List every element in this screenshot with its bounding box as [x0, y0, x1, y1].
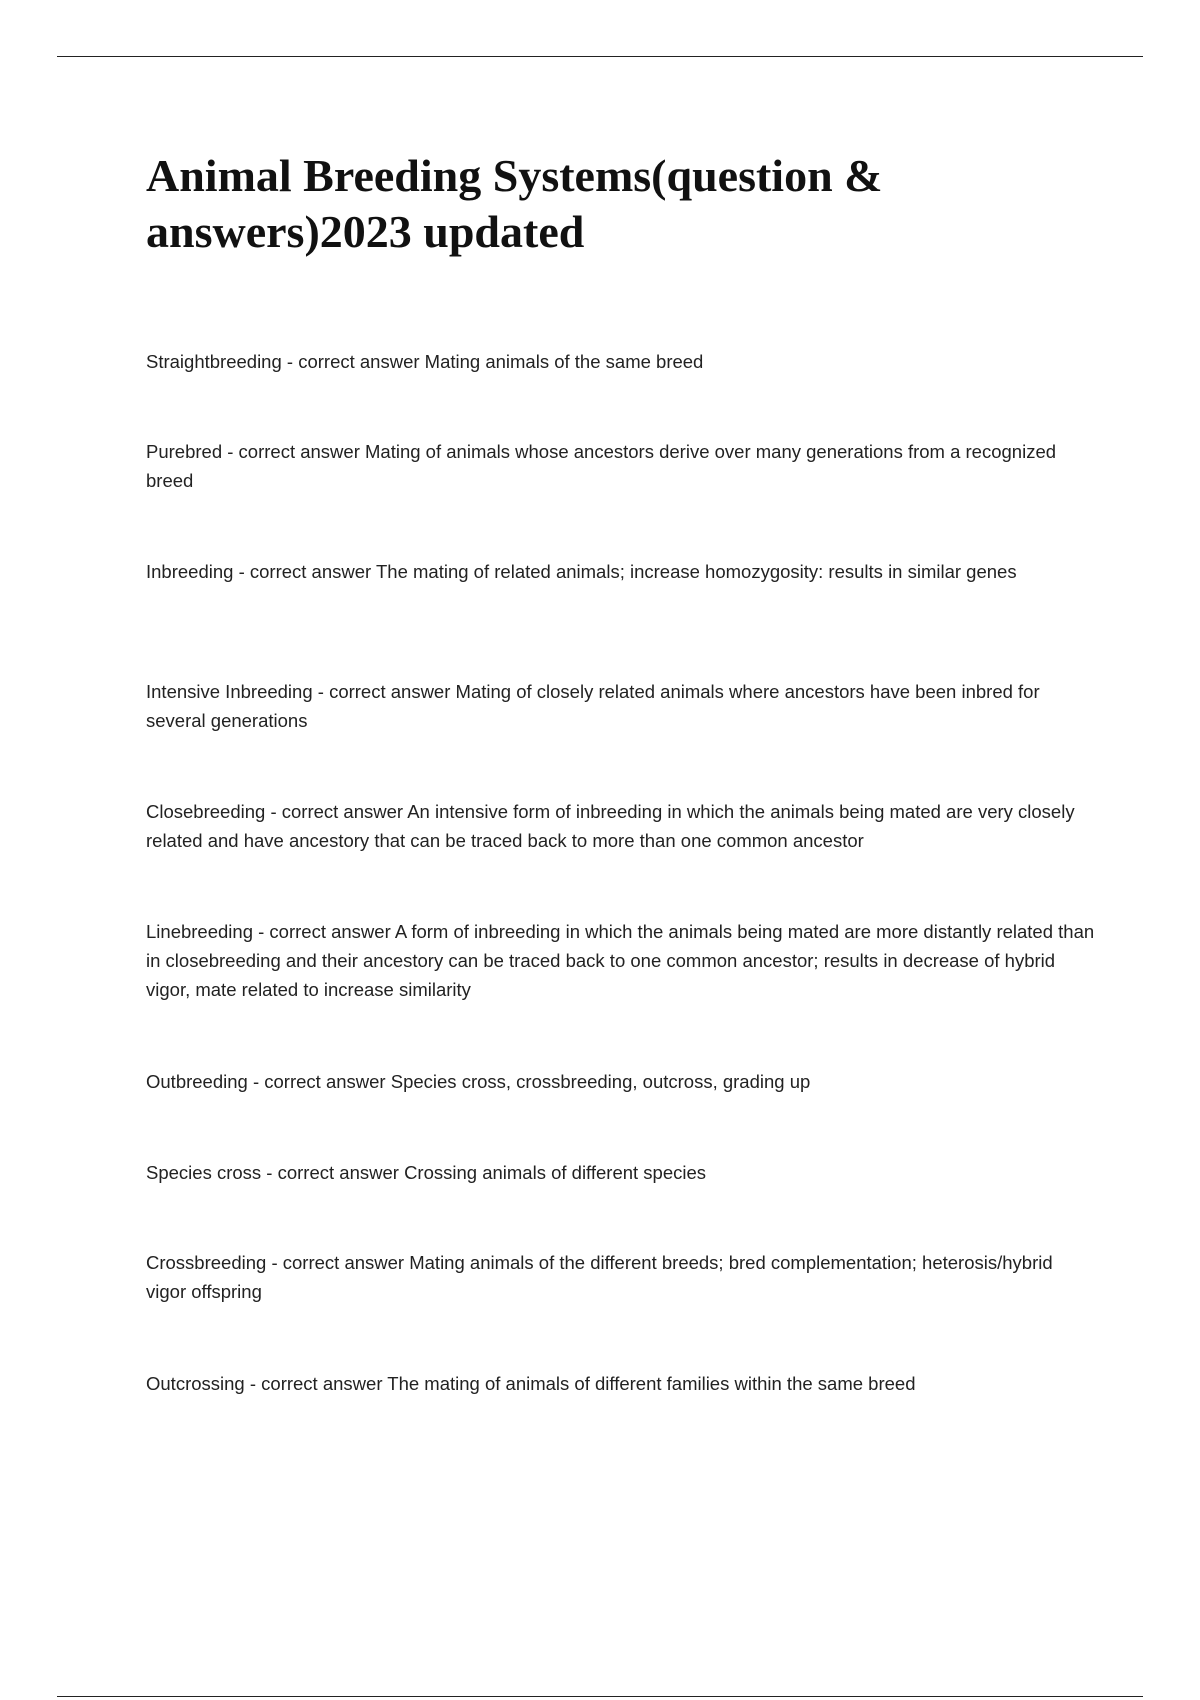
qa-separator: - correct answer [265, 801, 408, 822]
qa-item [146, 347, 1096, 376]
qa-term: Linebreeding [146, 921, 253, 942]
qa-term: Crossbreeding [146, 1252, 267, 1273]
qa-term: Outbreeding [146, 1071, 248, 1092]
bottom-divider [57, 1696, 1143, 1697]
qa-item [146, 437, 1096, 495]
qa-separator: - correct answer [266, 1252, 410, 1273]
qa-term: Purebred [146, 441, 223, 462]
qa-answer: An intensive form of inbreeding in which the animals being mated are very closely related and have ancestory that can be traced back to more than one common ancestor [146, 801, 1075, 851]
qa-term: Outcrossing [146, 1373, 245, 1394]
qa-separator: - correct answer [312, 681, 456, 702]
qa-item [146, 677, 1096, 735]
qa-separator: - correct answer [233, 561, 376, 582]
qa-answer: Mating of animals whose ancestors derive over many generations from a recognized breed [146, 441, 1057, 491]
qa-term: Straightbreeding [146, 351, 282, 372]
qa-answer: Crossing animals of different species [404, 1162, 707, 1183]
qa-answer: The mating of related animals; increase homozygosity: results in similar genes [376, 561, 1017, 582]
qa-item [146, 1067, 1096, 1096]
qa-item [146, 797, 1096, 855]
qa-item [146, 1369, 1096, 1398]
qa-separator: - correct answer [261, 1162, 405, 1183]
qa-answer: Mating animals of the different breeds; bred complementation; heterosis/hybrid vigor offspring [146, 1252, 1053, 1302]
qa-answer: A form of inbreeding in which the animals being mated are more distantly related than in closebreeding and their ancestory can be traced back to one common ancestor; results in decrease of hybrid vigor, mate related to increase similarity [146, 921, 1095, 1000]
qa-answer: Mating animals of the same breed [424, 351, 704, 372]
qa-separator: - correct answer [281, 351, 425, 372]
qa-item [146, 557, 1096, 586]
document-title: Animal Breeding Systems(question & answers)2023 updated [146, 150, 883, 257]
qa-separator: - correct answer [252, 921, 395, 942]
qa-item [146, 1248, 1096, 1306]
qa-term: Inbreeding [146, 561, 234, 582]
top-divider [57, 56, 1143, 57]
qa-answer: Mating of closely related animals where ancestors have been inbred for several generations [146, 681, 1040, 731]
qa-item [146, 917, 1096, 1004]
qa-answer: The mating of animals of different families within the same breed [387, 1373, 916, 1394]
qa-separator: - correct answer [222, 441, 366, 462]
qa-term: Intensive Inbreeding [146, 681, 313, 702]
qa-term: Closebreeding [146, 801, 266, 822]
qa-answer: Species cross, crossbreeding, outcross, grading up [390, 1071, 811, 1092]
qa-item [146, 1158, 1096, 1187]
qa-separator: - correct answer [244, 1373, 388, 1394]
qa-term: Species cross [146, 1162, 262, 1183]
qa-separator: - correct answer [247, 1071, 391, 1092]
